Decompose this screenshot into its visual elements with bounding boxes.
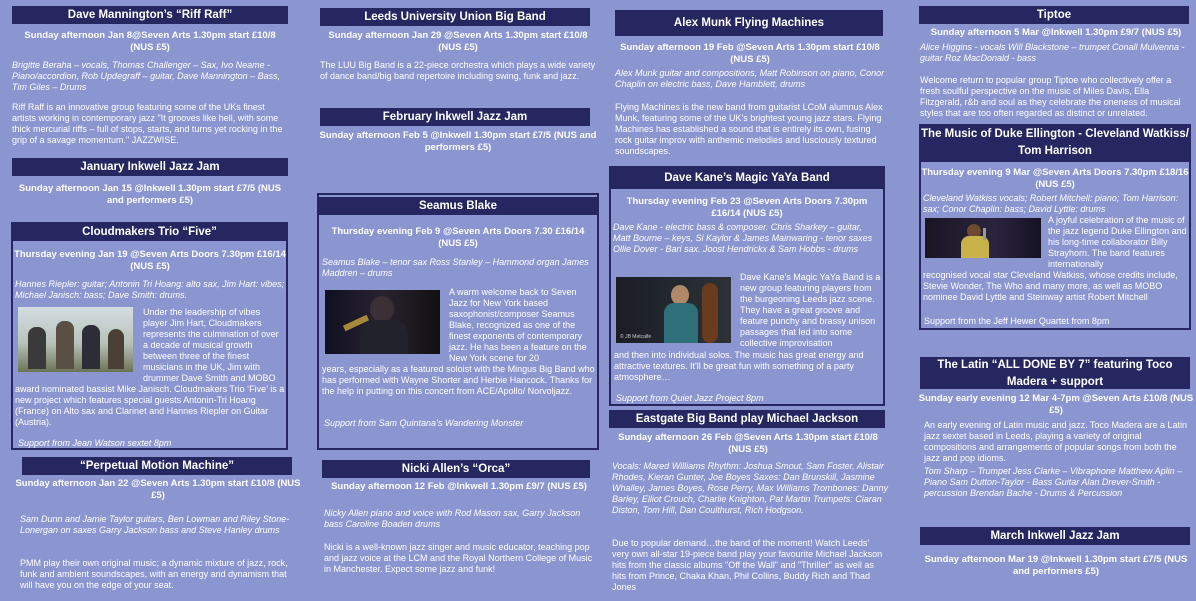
event-title: “Perpetual Motion Machine” bbox=[22, 457, 292, 475]
event-title: Tiptoe bbox=[919, 6, 1189, 24]
event-lineup: Brigitte Beraha – vocals, Thomas Challenger – Sax, Ivo Neame - Piano/accordion, Rob Updegraff – guitar, Dave Mannington – Bass, Tim Giles – Drums bbox=[12, 60, 281, 92]
event-description: Under the leadership of vibes player Jim Hart, Cloudmakers represents the culmination of over a decade of musical growth between three of the finest musicians in the UK, Jim with drummer Dave Smith and MOBO bbox=[143, 307, 279, 383]
event-lineup: Alex Munk guitar and compositions, Matt Robinson on piano, Conor Chaplin on electric bass, Dave Hamblett, drums bbox=[615, 68, 885, 89]
event-title: Dave Kane’s Magic YaYa Band bbox=[610, 167, 884, 189]
event-when: Sunday afternoon Mar 19 @Inkwell 1.30pm start £7/5 (NUS and performers £5) bbox=[924, 554, 1188, 577]
event-when: Sunday afternoon 26 Feb @Seven Arts 1.30pm start £10/8 (NUS £5) bbox=[618, 432, 878, 455]
event-when: Sunday afternoon 5 Mar @Inkwell 1.30pm £9/7 (NUS £5) bbox=[930, 27, 1182, 38]
event-description: Welcome return to popular group Tiptoe who collectively offer a fresh soulful perspective on the music of Miles Davis, Ella Fitzgerald, r&b and soul as they celebrate the oneness of musical styles that are too often regarded as distinct or unrelated. bbox=[920, 75, 1181, 118]
event-title: Dave Mannington’s “Riff Raff” bbox=[12, 6, 288, 24]
event-description: PMM play their own original music; a dynamic mixture of jazz, rock, funk and ambient soundscapes, with an energy and dynamism that will have you on the edge of your seat. bbox=[20, 558, 288, 590]
event-when: Thursday evening Feb 9 @Seven Arts Doors 7.30 £16/14 (NUS £5) bbox=[331, 226, 585, 249]
artist-photo bbox=[616, 277, 731, 343]
event-when: Sunday afternoon 19 Feb @Seven Arts 1.30pm start £10/8 (NUS £5) bbox=[620, 42, 880, 65]
event-lineup: Cleveland Watkiss vocals; Robert Mitchell: piano; Tom Harrison: sax; Conor Chaplin: bass; David Lyttle: drums bbox=[923, 193, 1179, 214]
event-when: Sunday early evening 12 Mar 4-7pm @Seven Arts £10/8 (NUS £5) bbox=[918, 393, 1194, 416]
event-description: An early evening of Latin music and jazz. Toco Madera are a Latin jazz sextet based in Leeds, playing a variety of original compositions and arrangements of popular songs from both the jazz and pop idioms. bbox=[924, 420, 1187, 463]
artist-photo bbox=[325, 290, 440, 354]
event-when: Sunday afternoon Jan 22 @Seven Arts 1.30pm start £10/8 (NUS £5) bbox=[15, 478, 301, 501]
event-description: The LUU Big Band is a 22-piece orchestra which plays a wide variety of dance band/big band repertoire including swing, funk and jazz. bbox=[320, 60, 596, 81]
artist-photo bbox=[925, 218, 1041, 258]
event-description-continued: award nominated bassist Mike Janisch. Cloudmakers Trio ‘Five’ is a new project which features special guests Antonin-Tri Hoang (France) on Alto sax and Clarinet and Hannes Riepler on Guitar (Austria). bbox=[15, 384, 285, 427]
event-lineup: Nicky Allen piano and voice with Rod Mason sax, Garry Jackson bass Caroline Boaden drums bbox=[324, 508, 581, 529]
event-description: Riff Raff is an innovative group featuring some of the UKs finest artists working in contemporary jazz "It grooves like hell, with some thick mercurial riffs – full of stops, starts, and turns yet rocking in the grip of a savage momentum." JAZZWISE. bbox=[12, 102, 283, 145]
event-title: Nicki Allen’s “Orca” bbox=[322, 460, 590, 478]
event-description: Flying Machines is the new band from guitarist LCoM alumnus Alex Munk, featuring some of the UK's brightest young jazz stars. Flying Machines has established a sound that is entirely its own, fusing rock guitar improv with anthemic melodies and lusciously textured soundscapes. bbox=[615, 102, 883, 156]
event-title: Cloudmakers Trio “Five” bbox=[12, 223, 287, 241]
photo-credit: © JB Metcalfe bbox=[620, 334, 652, 340]
event-lineup: Tom Sharp – Trumpet Jess Clarke – Vibraphone Matthew Aplin – Piano Sam Dutton-Taylor - Bass Guitar Alan Drever-Smith - percussion Brendan Bache - Drums & Percussion bbox=[924, 466, 1183, 498]
support-act: Support from Jean Watson sextet 8pm bbox=[18, 438, 172, 448]
event-title: January Inkwell Jazz Jam bbox=[12, 158, 288, 176]
event-when: Sunday afternoon Jan 8@Seven Arts 1.30pm start £10/8 (NUS £5) bbox=[24, 30, 276, 53]
event-title: Seamus Blake bbox=[318, 197, 598, 215]
event-title: Eastgate Big Band play Michael Jackson bbox=[609, 410, 885, 428]
support-act: Support from the Jeff Hewer Quartet from 8pm bbox=[924, 316, 1110, 326]
event-description: A warm welcome back to Seven Jazz for New York based saxophonist/composer Seamus Blake, recognized as one of the finest exponents of contemporary jazz. He has been a feature on the New York scene for 20 bbox=[449, 287, 587, 363]
event-lineup: Alice Higgins - vocals Will Blackstone – trumpet Conall Mulvenna - guitar Roz MacDonald - bass bbox=[920, 42, 1185, 63]
event-description: Due to popular demand…the band of the moment! Watch Leeds' very own all-star 19-piece band play your favourite Michael Jackson hits from the classic albums "Off the Wall" and "Thriller" as well as hits from Prince, Chaka Khan, Phil Collins, Buddy Rich and Thad Jones bbox=[612, 538, 883, 592]
event-when: Thursday evening 9 Mar @Seven Arts Doors 7.30pm £18/16 (NUS £5) bbox=[921, 167, 1189, 190]
event-description: Dave Kane's Magic YaYa Band is a new group featuring players from the burgeoning Leeds jazz scene. They have a great groove and feature punchy and brassy unison passages that led into some collective improvisation bbox=[740, 272, 881, 348]
event-title: The Latin “ALL DONE BY 7” featuring Toco Madera + support bbox=[920, 357, 1190, 389]
event-description: A joyful celebration of the music of the jazz legend Duke Ellington and his long-time collaborator Billy Strayhorn. The band features internationally bbox=[1048, 215, 1187, 269]
support-act: Support from Sam Quintana’s Wandering Monster bbox=[324, 418, 524, 428]
event-lineup: Dave Kane - electric bass & composer. Chris Sharkey – guitar, Matt Bourne – keys, Si Kaylor & James Mainwaring - tenor saxes Ollie Dover - Bari sax. Joost Hendrickx & Sam Hobbs - drums bbox=[613, 222, 873, 254]
band-photo bbox=[18, 307, 133, 372]
support-act: Support from Quiet Jazz Project 8pm bbox=[616, 393, 764, 403]
event-when: Thursday evening Feb 23 @Seven Arts Doors 7.30pm £16/14 (NUS £5) bbox=[626, 196, 868, 219]
event-when: Sunday afternoon Jan 29 @Seven Arts 1.30pm start £10/8 (NUS £5) bbox=[328, 30, 588, 53]
event-when: Thursday evening Jan 19 @Seven Arts Doors 7.30pm £16/14 (NUS £5) bbox=[14, 249, 286, 272]
event-description-continued: years, especially as a featured soloist with the Mingus Big Band who has performed with Wayne Shorter and Herbie Hancock. Thanks for the help in putting on this concert from ACE/Apollo/ Norvoljazz. bbox=[322, 364, 595, 396]
event-title: Alex Munk Flying Machines bbox=[615, 10, 883, 36]
event-lineup: Sam Dunn and Jamie Taylor guitars, Ben Lowman and Riley Stone-Lonergan on saxes Garry Jackson bass and Steve Hanley drums bbox=[20, 514, 290, 535]
event-description-continued: and then into individual solos. The music has great energy and attractive textures. It'll be great fun with something of a party atmosphere… bbox=[614, 350, 864, 382]
event-lineup: Seamus Blake – tenor sax Ross Stanley – Hammond organ James Maddren – drums bbox=[322, 257, 589, 278]
event-description: Nicki is a well-known jazz singer and music educator, teaching pop and jazz voice at the LCM and the Royal Northern College of Music in Manchester. Expect some jazz and funk! bbox=[324, 542, 593, 574]
event-title: March Inkwell Jazz Jam bbox=[920, 527, 1190, 545]
event-title: February Inkwell Jazz Jam bbox=[320, 108, 590, 126]
event-lineup: Hannes Riepler: guitar; Antonin Tri Hoang: alto sax, Jim Hart: vibes; Michael Janisch: bass; Dave Smith: drums. bbox=[15, 279, 285, 300]
event-lineup: Vocals: Mared Williams Rhythm: Joshua Smout, Sam Foster, Alistair Rhodes, Kieran Gunter, Joe Boyes Saxes: Dan Brunskill, Jasmine Whalley, James Boyes, Rose Perry, Max Williams Trombones: Danny Barley, Elliot Crouch, Charlie Knighton, Pat Martin Trumpets: Ciaran Diston, Tom Hill, Dan Coulthurst, Rich Hodgson. bbox=[612, 461, 888, 515]
event-when: Sunday afternoon 12 Feb @Inkwell 1.30pm £9/7 (NUS £5) bbox=[331, 481, 587, 492]
event-description-continued: recognised vocal star Cleveland Watkiss, whose credits include, Stevie Wonder, The Who and many more, as well as MOBO nominee David Lyttle and Steinway artist Robert Mitchell bbox=[923, 270, 1178, 302]
event-when: Sunday afternoon Feb 5 @Inkwell 1.30pm start £7/5 (NUS and performers £5) bbox=[319, 130, 597, 153]
event-when: Sunday afternoon Jan 15 @Inkwell 1.30pm start £7/5 (NUS and performers £5) bbox=[18, 183, 282, 206]
event-title: Leeds University Union Big Band bbox=[320, 8, 590, 26]
event-title: The Music of Duke Ellington - Cleveland Watkiss/ Tom Harrison bbox=[920, 126, 1190, 162]
